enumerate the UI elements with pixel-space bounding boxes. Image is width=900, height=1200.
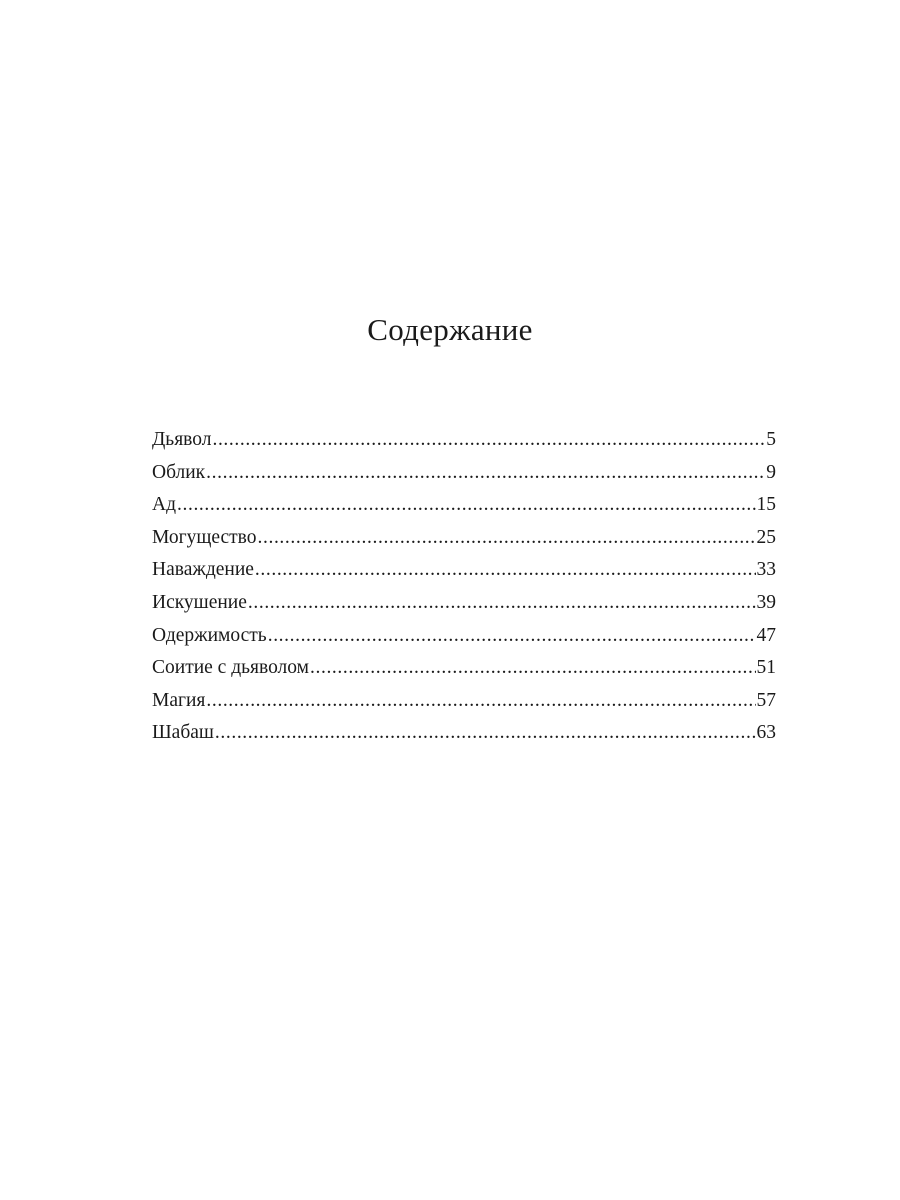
toc-entry [152, 489, 776, 522]
toc-entry-page-number: 51 [756, 657, 776, 679]
toc-entry [152, 554, 776, 587]
dot-leader [206, 457, 765, 490]
toc-entry-page-number: 33 [756, 559, 776, 581]
toc-entry-label: Наваждение [152, 559, 254, 581]
toc-entry-page-number: 9 [766, 461, 776, 483]
toc-entry [152, 717, 776, 750]
toc-entry-page-number: 57 [756, 689, 776, 711]
toc-entry-label: Соитие с дьяволом [152, 657, 310, 679]
toc-entry-page-number: 47 [756, 624, 776, 646]
toc-entry-label: Дьявол [152, 429, 212, 450]
toc-entry-label: Ад [152, 494, 177, 516]
toc-entry [152, 522, 776, 555]
dot-leader [268, 620, 756, 653]
toc-entry [152, 620, 776, 653]
dot-leader [215, 717, 756, 750]
toc-entry-label: Искушение [152, 591, 247, 613]
dot-leader [212, 424, 765, 457]
dot-leader [248, 587, 756, 620]
toc-entry [152, 424, 776, 457]
toc-entry-label: Одержимость [152, 624, 267, 646]
toc-entry-page-number: 25 [756, 526, 776, 548]
dot-leader [310, 652, 755, 685]
toc-entry-label: Шабаш [152, 722, 214, 744]
toc-entry [152, 685, 776, 718]
dot-leader [177, 489, 755, 522]
toc-entry [152, 457, 776, 490]
dot-leader [258, 522, 756, 555]
toc-entry-label: Магия [152, 689, 206, 711]
page-title: Содержание [367, 312, 533, 347]
toc-entry-page-number: 63 [756, 722, 776, 744]
toc-entry-page-number: 39 [756, 591, 776, 613]
table-of-contents [152, 424, 776, 750]
toc-entry-label: Могущество [152, 526, 257, 548]
dot-leader [255, 554, 756, 587]
toc-entry-page-number: 15 [756, 494, 776, 516]
toc-entry-page-number: 5 [766, 429, 776, 450]
toc-entry [152, 587, 776, 620]
dot-leader [206, 685, 755, 718]
toc-entry-label: Облик [152, 461, 206, 483]
toc-entry [152, 652, 776, 685]
